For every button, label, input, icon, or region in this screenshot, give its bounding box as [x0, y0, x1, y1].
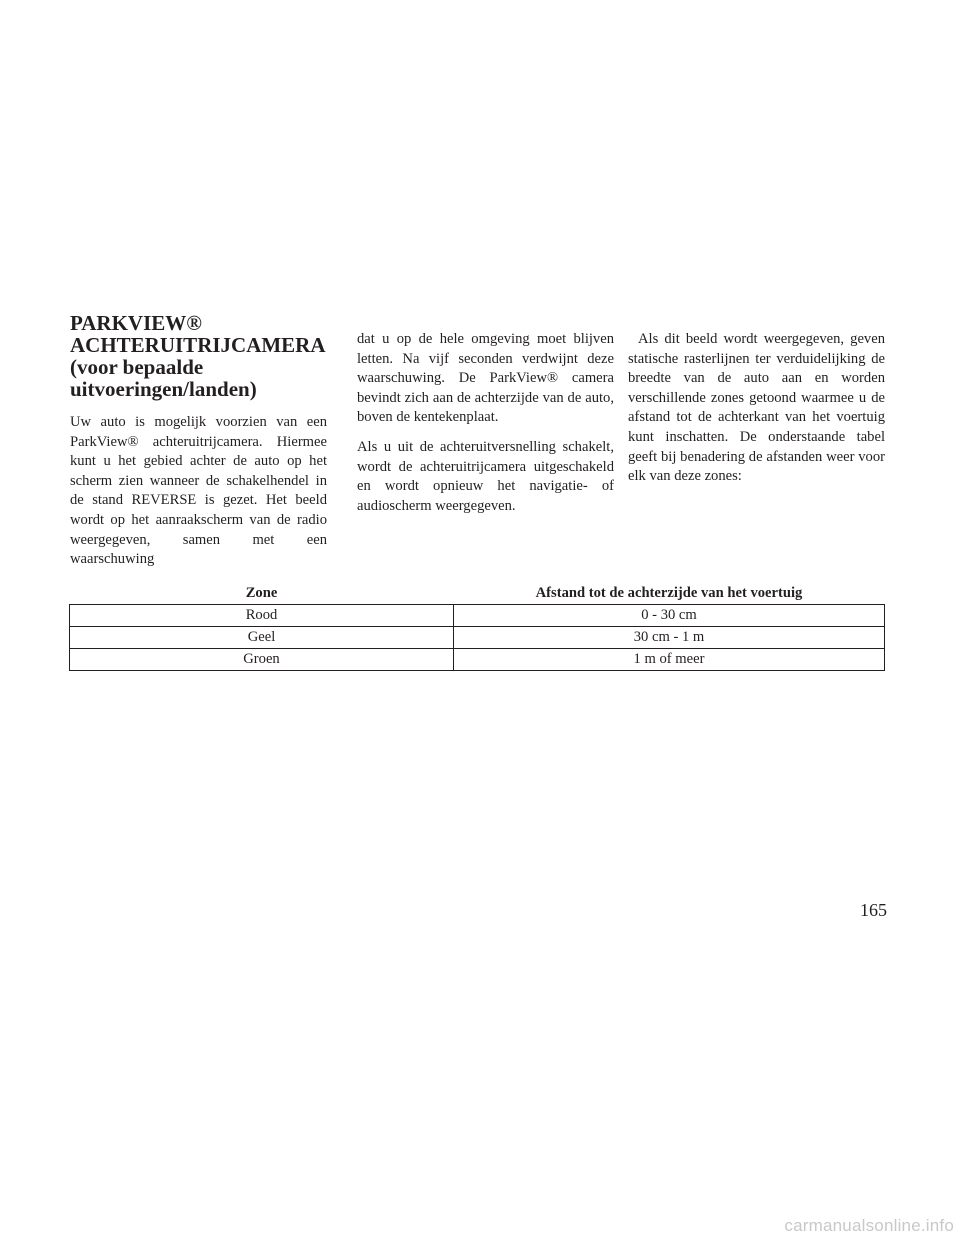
paragraph: dat u op de hele omgeving moet blijven letten. Na vijf seconden verdwijnt deze waarschuwing. De ParkView® camera bevindt zich aan de achterzijde van de auto, boven de kentekenplaat. — [357, 331, 614, 426]
table-cell-zone: Groen — [70, 649, 454, 671]
column-3 — [628, 330, 885, 497]
page-number: 165 — [860, 900, 887, 920]
table-header-zone: Zone — [70, 583, 454, 605]
title-line: PARKVIEW® — [70, 311, 202, 335]
title-line: uitvoeringen/landen) — [70, 377, 257, 401]
table-row — [70, 605, 885, 627]
column-1 — [70, 312, 327, 580]
title-line: (voor bepaalde — [70, 355, 204, 379]
section-title — [70, 312, 327, 400]
table-cell-zone: Rood — [70, 605, 454, 627]
title-line: ACHTERUITRIJCAMERA — [70, 333, 326, 357]
table-cell-distance: 1 m of meer — [454, 649, 885, 671]
paragraph: Uw auto is mogelijk voorzien van een ParkView® achteruitrijcamera. Hiermee kunt u het gebied achter de auto op het scherm zien wanneer de schakelhendel in de stand REVERSE is gezet. Het beeld wordt op het aanraakscherm van de radio weergegeven, samen met een waarschuwing — [70, 414, 327, 568]
table-cell-distance: 30 cm - 1 m — [454, 627, 885, 649]
column-2 — [357, 330, 614, 526]
watermark: carmanualsonline.info — [784, 1216, 954, 1235]
table-cell-distance: 0 - 30 cm — [454, 605, 885, 627]
table-row — [70, 649, 885, 671]
zone-distance-table — [69, 583, 885, 671]
table-cell-zone: Geel — [70, 627, 454, 649]
table-header-row — [70, 583, 885, 605]
table-header-distance: Afstand tot de achterzijde van het voertuig — [454, 583, 885, 605]
table-row — [70, 627, 885, 649]
paragraph: Als dit beeld wordt weergegeven, geven statische rasterlijnen ter verduidelijking de breedte van de auto aan en worden verschillende zones getoond waarmee u de afstand tot de achterkant van het voertuig kunt inschatten. De onderstaande tabel geeft bij benadering de afstanden weer voor elk van deze zones: — [628, 331, 885, 485]
paragraph: Als u uit de achteruitversnelling schakelt, wordt de achteruitrijcamera uitgeschakeld en wordt opnieuw het navigatie- of audioscherm weergegeven. — [357, 438, 614, 514]
